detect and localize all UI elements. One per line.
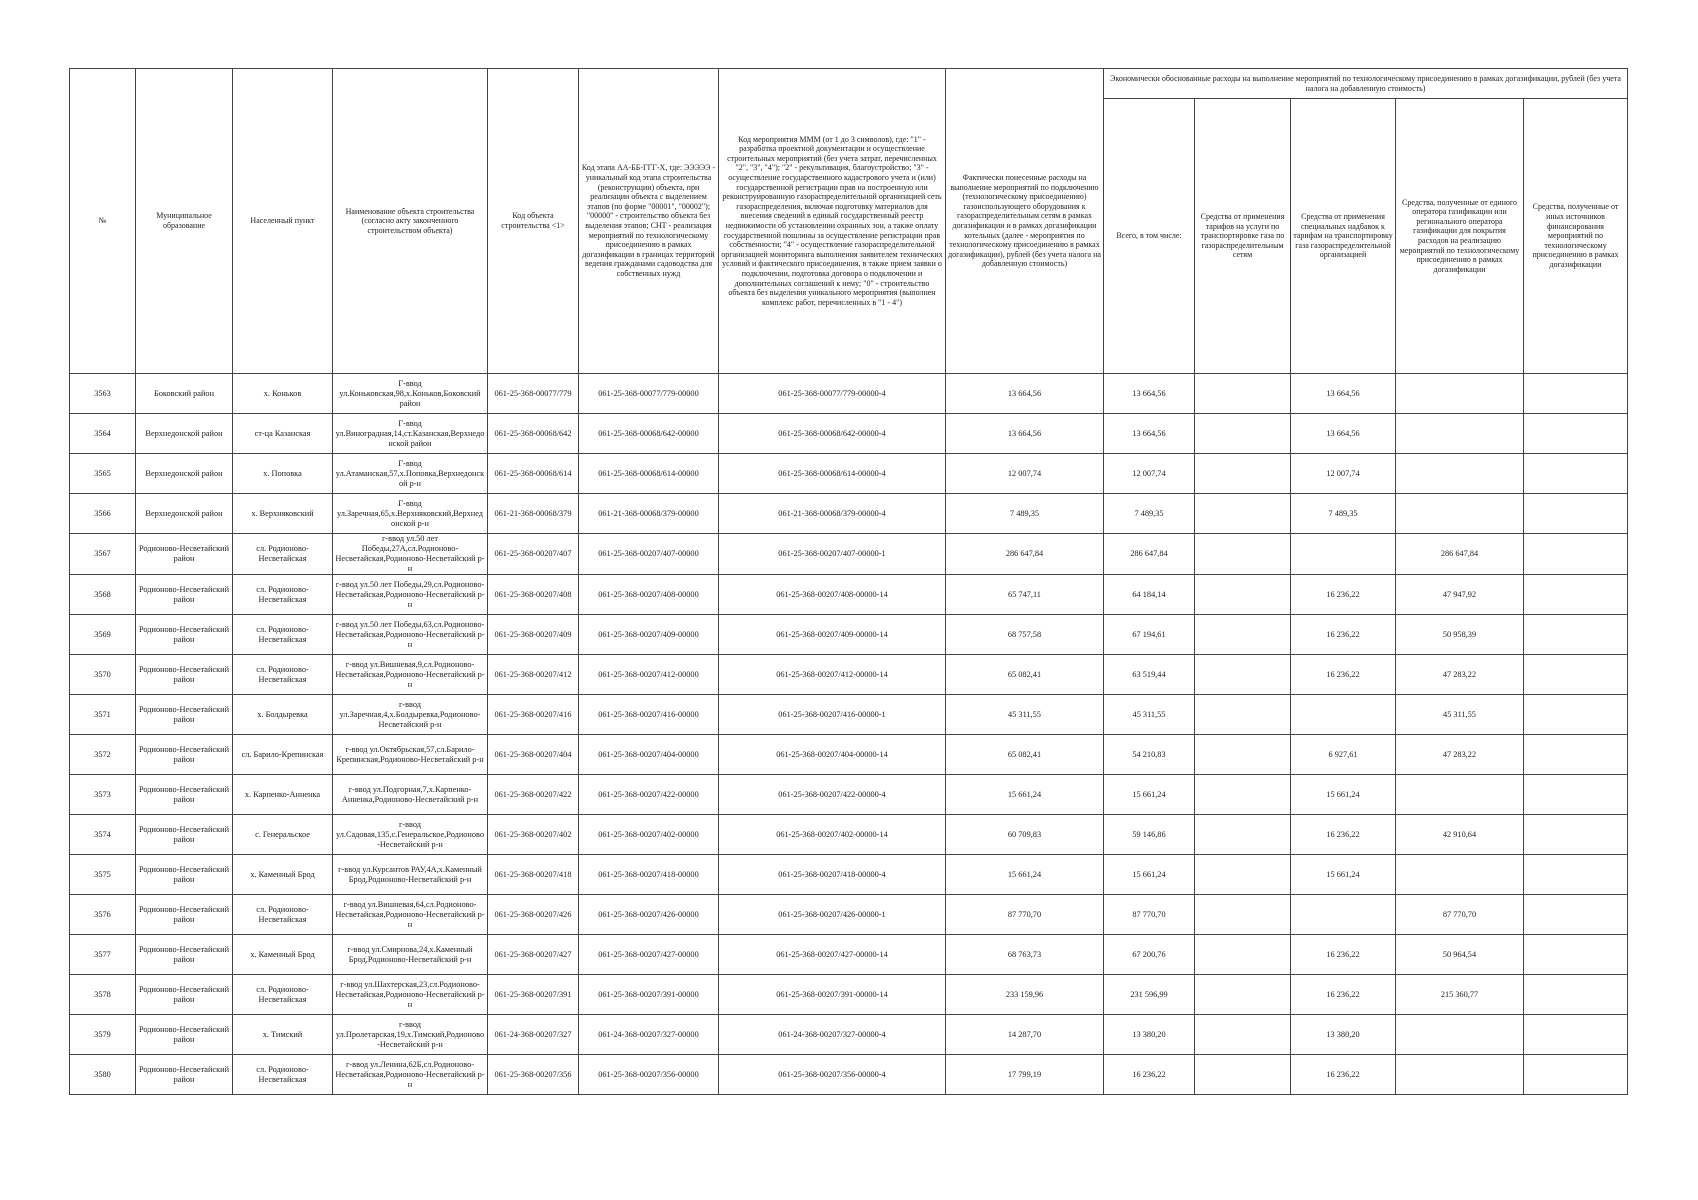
cell-settlement: сл. Барило-Крепинская — [233, 735, 333, 775]
header-econ-group: Экономически обоснованные расходы на выполнение мероприятий по технологическому присоединению в рамках догазификации, рублей (без учета налога на добавленную стоимость) — [1104, 69, 1628, 99]
cell-num: 3570 — [70, 655, 136, 695]
cell-special-funds: 13 380,20 — [1291, 1015, 1396, 1055]
cell-total: 12 007,74 — [1104, 454, 1195, 494]
cell-object-code: 061-25-368-00207/427 — [488, 935, 579, 975]
cell-object-name: г-ввод ул.Вишневая,9,сл.Родионово-Несветайская,Родионово-Несветайский р-н — [333, 655, 488, 695]
cell-operator-funds — [1396, 1055, 1524, 1095]
cell-other-funds — [1524, 895, 1628, 935]
cell-object-name: г-ввод ул.Садовая,135,с.Генеральское,Родионово-Несветайский р-н — [333, 815, 488, 855]
table-row — [70, 454, 1628, 494]
cell-actual-costs: 65 082,41 — [946, 655, 1104, 695]
cell-special-funds: 16 236,22 — [1291, 815, 1396, 855]
header-object-name: Наименование объекта строительства (согласно акту законченного строительством объекта) — [333, 69, 488, 374]
cell-object-name: г-ввод ул.50 лет Победы,27А,сл.Родионово-Несветайская,Родионово-Несветайский р-н — [333, 534, 488, 575]
header-num: № — [70, 69, 136, 374]
cell-special-funds: 7 489,35 — [1291, 494, 1396, 534]
cell-total: 45 311,55 — [1104, 695, 1195, 735]
cell-event-code: 061-25-368-00207/412-00000-14 — [719, 655, 946, 695]
cell-tariff-funds — [1195, 494, 1291, 534]
cell-total: 15 661,24 — [1104, 775, 1195, 815]
cell-stage-code: 061-25-368-00207/416-00000 — [579, 695, 719, 735]
cell-object-code: 061-25-368-00207/391 — [488, 975, 579, 1015]
cell-stage-code: 061-25-368-00207/418-00000 — [579, 855, 719, 895]
cell-settlement: х. Коньков — [233, 374, 333, 414]
cell-num: 3566 — [70, 494, 136, 534]
cell-special-funds: 13 664,56 — [1291, 414, 1396, 454]
header-row-top — [70, 69, 1628, 99]
table-row — [70, 615, 1628, 655]
cell-special-funds: 16 236,22 — [1291, 615, 1396, 655]
cell-event-code: 061-25-368-00207/422-00000-4 — [719, 775, 946, 815]
cell-operator-funds: 47 947,92 — [1396, 575, 1524, 615]
cell-tariff-funds — [1195, 655, 1291, 695]
cell-num: 3563 — [70, 374, 136, 414]
cell-operator-funds: 286 647,84 — [1396, 534, 1524, 575]
cell-other-funds — [1524, 735, 1628, 775]
cell-other-funds — [1524, 815, 1628, 855]
table-row — [70, 414, 1628, 454]
cell-num: 3568 — [70, 575, 136, 615]
cell-operator-funds: 47 283,22 — [1396, 655, 1524, 695]
cell-municipality: Родионово-Несветайский район — [136, 855, 233, 895]
cell-num: 3572 — [70, 735, 136, 775]
cell-operator-funds: 47 283,22 — [1396, 735, 1524, 775]
cell-object-code: 061-25-368-00077/779 — [488, 374, 579, 414]
cell-actual-costs: 68 763,73 — [946, 935, 1104, 975]
cell-operator-funds — [1396, 414, 1524, 454]
cell-stage-code: 061-25-368-00207/391-00000 — [579, 975, 719, 1015]
cell-event-code: 061-25-368-00077/779-00000-4 — [719, 374, 946, 414]
cell-operator-funds: 45 311,55 — [1396, 695, 1524, 735]
cell-tariff-funds — [1195, 454, 1291, 494]
table-row — [70, 655, 1628, 695]
cell-municipality: Родионово-Несветайский район — [136, 695, 233, 735]
cell-special-funds — [1291, 534, 1396, 575]
header-settlement: Населенный пункт — [233, 69, 333, 374]
cell-stage-code: 061-25-368-00207/412-00000 — [579, 655, 719, 695]
cell-stage-code: 061-25-368-00207/407-00000 — [579, 534, 719, 575]
cell-stage-code: 061-25-368-00207/427-00000 — [579, 935, 719, 975]
cell-municipality: Родионово-Несветайский район — [136, 615, 233, 655]
cell-object-code: 061-25-368-00207/426 — [488, 895, 579, 935]
cell-num: 3576 — [70, 895, 136, 935]
header-operator-funds: Средства, полученные от единого оператора газификации или регионального оператора газификации для покрытия расходов на реализацию мероприятий по технологическому присоединению в рамках догазификации — [1396, 99, 1524, 374]
cell-actual-costs: 233 159,96 — [946, 975, 1104, 1015]
cell-event-code: 061-25-368-00207/418-00000-4 — [719, 855, 946, 895]
cell-other-funds — [1524, 1015, 1628, 1055]
cell-operator-funds: 215 360,77 — [1396, 975, 1524, 1015]
cell-other-funds — [1524, 935, 1628, 975]
cell-object-code: 061-25-368-00207/409 — [488, 615, 579, 655]
cell-total: 16 236,22 — [1104, 1055, 1195, 1095]
cell-object-code: 061-25-368-00068/642 — [488, 414, 579, 454]
cell-object-name: г-ввод ул.Смирнова,24,х.Каменный Брод,Родионово-Несветайский р-н — [333, 935, 488, 975]
cell-actual-costs: 15 661,24 — [946, 855, 1104, 895]
cell-actual-costs: 13 664,56 — [946, 374, 1104, 414]
cell-object-code: 061-25-368-00207/407 — [488, 534, 579, 575]
cell-other-funds — [1524, 655, 1628, 695]
cell-special-funds: 15 661,24 — [1291, 775, 1396, 815]
cell-stage-code: 061-25-368-00207/408-00000 — [579, 575, 719, 615]
cell-other-funds — [1524, 775, 1628, 815]
cell-tariff-funds — [1195, 374, 1291, 414]
cell-object-name: г-ввод ул.Шахтерская,23,сл.Родионово-Несветайская,Родионово-Несветайский р-н — [333, 975, 488, 1015]
table-row — [70, 975, 1628, 1015]
cell-municipality: Боковский район — [136, 374, 233, 414]
cell-num: 3579 — [70, 1015, 136, 1055]
cell-special-funds: 16 236,22 — [1291, 1055, 1396, 1095]
cell-other-funds — [1524, 615, 1628, 655]
cell-object-code: 061-25-368-00207/356 — [488, 1055, 579, 1095]
cell-tariff-funds — [1195, 414, 1291, 454]
cell-operator-funds: 42 910,64 — [1396, 815, 1524, 855]
cell-num: 3577 — [70, 935, 136, 975]
cell-operator-funds — [1396, 454, 1524, 494]
header-actual-costs: Фактически понесенные расходы на выполнение мероприятий по подключению (технологическому присоединению) газоиспользующего оборудования к газораспределительным сетям в рамках догазификации и в рамках догазификации котельных (далее - мероприятия по технологическому присоединению в рамках догазификации), рублей (без учета налога на добавленную стоимость) — [946, 69, 1104, 374]
cell-settlement: сл. Родионово-Несветайская — [233, 975, 333, 1015]
cell-other-funds — [1524, 855, 1628, 895]
cell-event-code: 061-25-368-00068/642-00000-4 — [719, 414, 946, 454]
cell-object-name: г-ввод ул.Ленина,62Б,сл.Родионово-Несветайская,Родионово-Несветайский р-н — [333, 1055, 488, 1095]
cell-stage-code: 061-25-368-00068/642-00000 — [579, 414, 719, 454]
cell-object-name: г-ввод ул.Заречная,4,х.Болдыревка,Родионово-Несветайский р-н — [333, 695, 488, 735]
cell-object-name: Г-ввод ул.Коньковская,98,х.Коньков,Боковский район — [333, 374, 488, 414]
cell-operator-funds — [1396, 374, 1524, 414]
cell-total: 231 596,99 — [1104, 975, 1195, 1015]
cell-stage-code: 061-25-368-00207/426-00000 — [579, 895, 719, 935]
cell-actual-costs: 17 799,19 — [946, 1055, 1104, 1095]
cell-actual-costs: 14 287,70 — [946, 1015, 1104, 1055]
cell-object-code: 061-25-368-00207/408 — [488, 575, 579, 615]
cell-tariff-funds — [1195, 775, 1291, 815]
cell-other-funds — [1524, 534, 1628, 575]
cell-event-code: 061-25-368-00207/408-00000-14 — [719, 575, 946, 615]
cell-stage-code: 061-25-368-00207/356-00000 — [579, 1055, 719, 1095]
cell-special-funds: 12 007,74 — [1291, 454, 1396, 494]
cell-object-code: 061-25-368-00207/412 — [488, 655, 579, 695]
cell-special-funds: 15 661,24 — [1291, 855, 1396, 895]
cell-total: 13 664,56 — [1104, 414, 1195, 454]
cell-object-name: г-ввод ул.Вишневая,64,сл.Родионово-Несветайская,Родионово-Несветайский р-н — [333, 895, 488, 935]
table-row — [70, 855, 1628, 895]
header-event-code: Код мероприятия МММ (от 1 до 3 символов), где: "1" - разработка проектной документации и осуществление строительных мероприятий (без учета затрат, перечисленных "2", "3", "4"); "2" - рекультивация, благоустройство; "3" - осуществление государственного кадастрового учета и (или) государственной регистрации прав на построенную или реконструированную газораспределительной организацией сеть газораспределения, включая подготовку материалов для внесения сведений в единый государственный реестр недвижимости об установлении охранных зон, а также оплату государственной пошлины за осуществление регистрации прав собственности; "4" - осуществление газораспределительной организацией мониторинга выполнения заявителем технических условий и фактического присоединения, в также прием заявки о подключении, подготовка договора о подключении и дополнительных соглашений к нему; "0" - строительство объекта без выделения уникального мероприятия (выполнен комплекс работ, перечисленных в "1 - 4") — [719, 69, 946, 374]
cell-total: 64 184,14 — [1104, 575, 1195, 615]
cell-object-name: Г-ввод ул.Виноградная,14,ст.Казанская,Верхнедонской район — [333, 414, 488, 454]
cell-settlement: сл. Родионово-Несветайская — [233, 615, 333, 655]
cell-event-code: 061-25-368-00207/416-00000-1 — [719, 695, 946, 735]
cell-object-code: 061-25-368-00207/418 — [488, 855, 579, 895]
table-row — [70, 775, 1628, 815]
cell-num: 3574 — [70, 815, 136, 855]
cell-other-funds — [1524, 374, 1628, 414]
cell-total: 59 146,86 — [1104, 815, 1195, 855]
cell-settlement: сл. Родионово-Несветайская — [233, 575, 333, 615]
cell-object-code: 061-21-368-00068/379 — [488, 494, 579, 534]
cell-municipality: Родионово-Несветайский район — [136, 775, 233, 815]
cell-special-funds: 13 664,56 — [1291, 374, 1396, 414]
header-tariff-funds: Средства от применения тарифов на услуги по транспортировке газа по газораспределительным сетям — [1195, 99, 1291, 374]
cell-total: 15 661,24 — [1104, 855, 1195, 895]
cell-num: 3567 — [70, 534, 136, 575]
cell-special-funds: 16 236,22 — [1291, 935, 1396, 975]
cell-settlement: х. Каменный Брод — [233, 855, 333, 895]
cell-object-code: 061-25-368-00207/416 — [488, 695, 579, 735]
cell-special-funds — [1291, 695, 1396, 735]
cell-actual-costs: 7 489,35 — [946, 494, 1104, 534]
cell-operator-funds — [1396, 1015, 1524, 1055]
table-row — [70, 735, 1628, 775]
report-table — [69, 68, 1628, 1095]
cell-num: 3569 — [70, 615, 136, 655]
cell-actual-costs: 286 647,84 — [946, 534, 1104, 575]
cell-total: 67 200,76 — [1104, 935, 1195, 975]
cell-num: 3573 — [70, 775, 136, 815]
table-row — [70, 695, 1628, 735]
table-row — [70, 935, 1628, 975]
cell-municipality: Родионово-Несветайский район — [136, 1015, 233, 1055]
cell-tariff-funds — [1195, 895, 1291, 935]
cell-num: 3564 — [70, 414, 136, 454]
cell-object-code: 061-25-368-00068/614 — [488, 454, 579, 494]
cell-other-funds — [1524, 975, 1628, 1015]
cell-municipality: Родионово-Несветайский район — [136, 815, 233, 855]
cell-municipality: Родионово-Несветайский район — [136, 935, 233, 975]
cell-num: 3571 — [70, 695, 136, 735]
cell-operator-funds — [1396, 494, 1524, 534]
cell-operator-funds: 50 958,39 — [1396, 615, 1524, 655]
cell-total: 67 194,61 — [1104, 615, 1195, 655]
header-special-funds: Средства от применения специальных надбавок к тарифам на транспортировку газа газораспределительной организацией — [1291, 99, 1396, 374]
table-row — [70, 815, 1628, 855]
table-row — [70, 575, 1628, 615]
cell-event-code: 061-24-368-00207/327-00000-4 — [719, 1015, 946, 1055]
cell-object-name: г-ввод ул.50 лет Победы,29,сл.Родионово-Несветайская,Родионово-Несветайский р-н — [333, 575, 488, 615]
cell-settlement: ст-ца Казанская — [233, 414, 333, 454]
cell-municipality: Родионово-Несветайский район — [136, 655, 233, 695]
cell-total: 13 664,56 — [1104, 374, 1195, 414]
cell-stage-code: 061-25-368-00068/614-00000 — [579, 454, 719, 494]
cell-municipality: Верхнедонской район — [136, 494, 233, 534]
cell-total: 87 770,70 — [1104, 895, 1195, 935]
table-row — [70, 374, 1628, 414]
cell-event-code: 061-21-368-00068/379-00000-4 — [719, 494, 946, 534]
cell-tariff-funds — [1195, 735, 1291, 775]
cell-tariff-funds — [1195, 1055, 1291, 1095]
cell-object-code: 061-25-368-00207/404 — [488, 735, 579, 775]
table-row — [70, 1055, 1628, 1095]
cell-total: 286 647,84 — [1104, 534, 1195, 575]
cell-stage-code: 061-21-368-00068/379-00000 — [579, 494, 719, 534]
cell-event-code: 061-25-368-00207/409-00000-14 — [719, 615, 946, 655]
cell-total: 63 519,44 — [1104, 655, 1195, 695]
cell-actual-costs: 65 747,11 — [946, 575, 1104, 615]
cell-tariff-funds — [1195, 615, 1291, 655]
header-stage-code: Код этапа АА-ББ-ГГГ-Х, где: ЭЭЭЭЭ - уникальный код этапа строительства (реконструкции) объекта, при реализации объекта с выделением этапов (по форме "00001", "00002"); "00000" - строительство объекта без выделения этапов; СНТ - реализация мероприятий по технологическому присоединению в рамках догазификации в границах территорий ведения гражданами садоводства для собственных нужд — [579, 69, 719, 374]
cell-event-code: 061-25-368-00207/391-00000-14 — [719, 975, 946, 1015]
cell-object-name: Г-ввод ул.Атаманская,57,х.Поповка,Верхнедонской р-н — [333, 454, 488, 494]
cell-object-code: 061-25-368-00207/402 — [488, 815, 579, 855]
cell-special-funds: 16 236,22 — [1291, 655, 1396, 695]
cell-tariff-funds — [1195, 1015, 1291, 1055]
cell-operator-funds — [1396, 775, 1524, 815]
cell-actual-costs: 15 661,24 — [946, 775, 1104, 815]
cell-event-code: 061-25-368-00207/404-00000-14 — [719, 735, 946, 775]
cell-special-funds: 6 927,61 — [1291, 735, 1396, 775]
cell-actual-costs: 12 007,74 — [946, 454, 1104, 494]
cell-event-code: 061-25-368-00207/402-00000-14 — [719, 815, 946, 855]
cell-other-funds — [1524, 454, 1628, 494]
cell-settlement: х. Верхняковский — [233, 494, 333, 534]
cell-settlement: х. Карпенко-Анненка — [233, 775, 333, 815]
cell-other-funds — [1524, 575, 1628, 615]
header-other-funds: Средства, полученные от иных источников финансирования мероприятий по технологическому присоединению в рамках догазификации — [1524, 99, 1628, 374]
cell-tariff-funds — [1195, 935, 1291, 975]
cell-event-code: 061-25-368-00207/356-00000-4 — [719, 1055, 946, 1095]
cell-other-funds — [1524, 414, 1628, 454]
cell-event-code: 061-25-368-00207/407-00000-1 — [719, 534, 946, 575]
cell-settlement: сл. Родионово-Несветайская — [233, 534, 333, 575]
cell-other-funds — [1524, 1055, 1628, 1095]
cell-object-name: г-ввод ул.Подгорная,7,х.Карпенко-Анненка,Родионово-Несветайский р-н — [333, 775, 488, 815]
table-row — [70, 1015, 1628, 1055]
cell-municipality: Родионово-Несветайский район — [136, 1055, 233, 1095]
cell-num: 3578 — [70, 975, 136, 1015]
cell-object-name: г-ввод ул.Октябрьская,57,сл.Барило-Крепинская,Родионово-Несветайский р-н — [333, 735, 488, 775]
cell-stage-code: 061-25-368-00207/409-00000 — [579, 615, 719, 655]
cell-total: 54 210,83 — [1104, 735, 1195, 775]
cell-stage-code: 061-25-368-00207/404-00000 — [579, 735, 719, 775]
cell-num: 3575 — [70, 855, 136, 895]
cell-actual-costs: 87 770,70 — [946, 895, 1104, 935]
cell-municipality: Родионово-Несветайский район — [136, 895, 233, 935]
cell-actual-costs: 60 709,83 — [946, 815, 1104, 855]
table-row — [70, 534, 1628, 575]
cell-special-funds: 16 236,22 — [1291, 975, 1396, 1015]
cell-actual-costs: 68 757,58 — [946, 615, 1104, 655]
cell-special-funds — [1291, 895, 1396, 935]
cell-tariff-funds — [1195, 815, 1291, 855]
cell-settlement: х. Тимский — [233, 1015, 333, 1055]
cell-settlement: с. Генеральское — [233, 815, 333, 855]
cell-event-code: 061-25-368-00068/614-00000-4 — [719, 454, 946, 494]
cell-actual-costs: 65 082,41 — [946, 735, 1104, 775]
table-row — [70, 494, 1628, 534]
cell-event-code: 061-25-368-00207/426-00000-1 — [719, 895, 946, 935]
header-total: Всего, в том числе: — [1104, 99, 1195, 374]
table-row — [70, 895, 1628, 935]
table-body — [70, 374, 1628, 1095]
cell-operator-funds: 50 964,54 — [1396, 935, 1524, 975]
cell-object-code: 061-24-368-00207/327 — [488, 1015, 579, 1055]
cell-object-name: г-ввод ул.Пролетарская,19,х.Тимский,Родионово-Несветайский р-н — [333, 1015, 488, 1055]
cell-settlement: сл. Родионово-Несветайская — [233, 895, 333, 935]
cell-total: 13 380,20 — [1104, 1015, 1195, 1055]
cell-stage-code: 061-25-368-00207/402-00000 — [579, 815, 719, 855]
cell-settlement: х. Каменный Брод — [233, 935, 333, 975]
cell-stage-code: 061-25-368-00077/779-00000 — [579, 374, 719, 414]
cell-municipality: Верхнедонской район — [136, 454, 233, 494]
cell-settlement: х. Болдыревка — [233, 695, 333, 735]
cell-stage-code: 061-24-368-00207/327-00000 — [579, 1015, 719, 1055]
cell-municipality: Родионово-Несветайский район — [136, 735, 233, 775]
cell-other-funds — [1524, 695, 1628, 735]
cell-tariff-funds — [1195, 534, 1291, 575]
cell-object-name: г-ввод ул.50 лет Победы,63,сл.Родионово-Несветайская,Родионово-Несветайский р-н — [333, 615, 488, 655]
cell-municipality: Родионово-Несветайский район — [136, 534, 233, 575]
cell-tariff-funds — [1195, 855, 1291, 895]
cell-operator-funds: 87 770,70 — [1396, 895, 1524, 935]
cell-event-code: 061-25-368-00207/427-00000-14 — [719, 935, 946, 975]
cell-object-name: г-ввод ул.Курсантов РАУ,4А,х.Каменный Брод,Родионово-Несветайский р-н — [333, 855, 488, 895]
cell-tariff-funds — [1195, 695, 1291, 735]
cell-other-funds — [1524, 494, 1628, 534]
cell-municipality: Родионово-Несветайский район — [136, 575, 233, 615]
cell-tariff-funds — [1195, 975, 1291, 1015]
header-object-code: Код объекта строительства <1> — [488, 69, 579, 374]
cell-operator-funds — [1396, 855, 1524, 895]
cell-tariff-funds — [1195, 575, 1291, 615]
header-municipality: Муниципальное образование — [136, 69, 233, 374]
cell-object-name: Г-ввод ул.Заречная,65,х.Верхняковский,Верхнедонской р-н — [333, 494, 488, 534]
cell-settlement: х. Поповка — [233, 454, 333, 494]
cell-actual-costs: 45 311,55 — [946, 695, 1104, 735]
cell-num: 3580 — [70, 1055, 136, 1095]
cell-settlement: сл. Родионово-Несветайская — [233, 1055, 333, 1095]
cell-object-code: 061-25-368-00207/422 — [488, 775, 579, 815]
cell-special-funds: 16 236,22 — [1291, 575, 1396, 615]
cell-municipality: Верхнедонской район — [136, 414, 233, 454]
cell-actual-costs: 13 664,56 — [946, 414, 1104, 454]
cell-num: 3565 — [70, 454, 136, 494]
cell-settlement: сл. Родионово-Несветайская — [233, 655, 333, 695]
cell-municipality: Родионово-Несветайский район — [136, 975, 233, 1015]
cell-stage-code: 061-25-368-00207/422-00000 — [579, 775, 719, 815]
cell-total: 7 489,35 — [1104, 494, 1195, 534]
